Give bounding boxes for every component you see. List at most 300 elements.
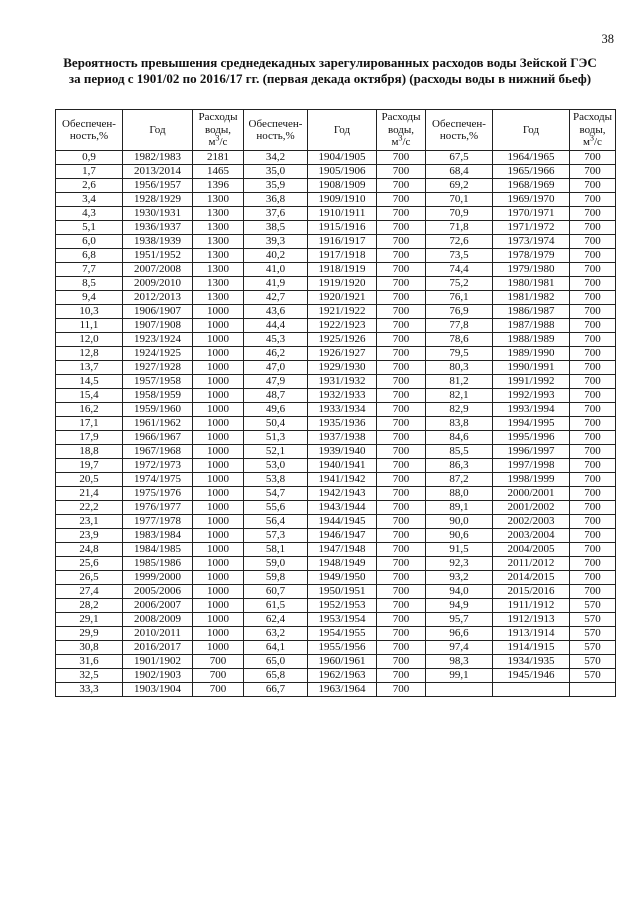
cell-flow-3: 700 — [570, 585, 616, 599]
cell-flow-3: 700 — [570, 571, 616, 585]
cell-flow-1: 1000 — [193, 431, 244, 445]
cell-flow-2: 700 — [377, 361, 426, 375]
cell-flow-2: 700 — [377, 165, 426, 179]
cell-year-3: 2001/2002 — [493, 501, 570, 515]
cell-year-3: 1971/1972 — [493, 221, 570, 235]
cell-probability-2: 49,6 — [244, 403, 308, 417]
cell-flow-3: 570 — [570, 669, 616, 683]
cell-probability-2: 56,4 — [244, 515, 308, 529]
cell-probability-3: 76,1 — [426, 291, 493, 305]
cell-flow-2: 700 — [377, 669, 426, 683]
cell-probability-2: 58,1 — [244, 543, 308, 557]
cell-probability-2: 40,2 — [244, 249, 308, 263]
cell-probability-1: 23,1 — [56, 515, 123, 529]
cell-flow-3: 700 — [570, 263, 616, 277]
table-row — [56, 347, 616, 361]
cell-year-3 — [493, 683, 570, 697]
cell-probability-2: 53,0 — [244, 459, 308, 473]
cell-probability-1: 14,5 — [56, 375, 123, 389]
title-line-1: Вероятность превышения среднедекадных зарегулированных расходов воды Зейской ГЭС — [63, 55, 597, 70]
cell-flow-2: 700 — [377, 263, 426, 277]
cell-probability-2: 44,4 — [244, 319, 308, 333]
cell-year-3: 1988/1989 — [493, 333, 570, 347]
cell-year-2: 1935/1936 — [308, 417, 377, 431]
cell-probability-2: 45,3 — [244, 333, 308, 347]
cell-flow-1: 1000 — [193, 501, 244, 515]
table-row — [56, 263, 616, 277]
cell-year-2: 1916/1917 — [308, 235, 377, 249]
cell-flow-3: 700 — [570, 557, 616, 571]
cell-probability-3: 95,7 — [426, 613, 493, 627]
cell-year-1: 1982/1983 — [123, 151, 193, 165]
cell-flow-2: 700 — [377, 655, 426, 669]
cell-probability-1: 22,2 — [56, 501, 123, 515]
table-row — [56, 515, 616, 529]
table-row — [56, 529, 616, 543]
cell-probability-1: 25,6 — [56, 557, 123, 571]
cell-probability-1: 29,1 — [56, 613, 123, 627]
cell-probability-2: 34,2 — [244, 151, 308, 165]
cell-probability-2: 65,8 — [244, 669, 308, 683]
cell-year-1: 1959/1960 — [123, 403, 193, 417]
cell-year-2: 1925/1926 — [308, 333, 377, 347]
cell-flow-1: 1300 — [193, 291, 244, 305]
cell-probability-3: 75,2 — [426, 277, 493, 291]
cell-flow-3: 700 — [570, 249, 616, 263]
cell-year-2: 1942/1943 — [308, 487, 377, 501]
cell-flow-3: 700 — [570, 403, 616, 417]
cell-probability-3: 82,9 — [426, 403, 493, 417]
cell-flow-3: 700 — [570, 417, 616, 431]
cell-year-1: 1930/1931 — [123, 207, 193, 221]
cell-year-1: 2007/2008 — [123, 263, 193, 277]
table-row — [56, 627, 616, 641]
cell-year-3: 1913/1914 — [493, 627, 570, 641]
cell-year-1: 2009/2010 — [123, 277, 193, 291]
cell-flow-1: 1000 — [193, 585, 244, 599]
table-row — [56, 151, 616, 165]
cell-year-3: 2011/2012 — [493, 557, 570, 571]
cell-year-1: 1927/1928 — [123, 361, 193, 375]
cell-flow-2: 700 — [377, 417, 426, 431]
cell-year-3: 1912/1913 — [493, 613, 570, 627]
cell-year-1: 2013/2014 — [123, 165, 193, 179]
cell-probability-2: 51,3 — [244, 431, 308, 445]
cell-year-1: 1975/1976 — [123, 487, 193, 501]
table-row — [56, 445, 616, 459]
table-row — [56, 193, 616, 207]
cell-year-2: 1962/1963 — [308, 669, 377, 683]
cell-year-1: 1985/1986 — [123, 557, 193, 571]
cell-flow-2: 700 — [377, 179, 426, 193]
table-row — [56, 487, 616, 501]
cell-probability-1: 17,9 — [56, 431, 123, 445]
cell-probability-3 — [426, 683, 493, 697]
cell-probability-3: 81,2 — [426, 375, 493, 389]
cell-probability-2: 39,3 — [244, 235, 308, 249]
cell-probability-3: 96,6 — [426, 627, 493, 641]
cell-flow-2: 700 — [377, 305, 426, 319]
table-row — [56, 165, 616, 179]
cell-flow-3: 700 — [570, 151, 616, 165]
cell-year-2: 1939/1940 — [308, 445, 377, 459]
cell-year-1: 1956/1957 — [123, 179, 193, 193]
cell-year-2: 1921/1922 — [308, 305, 377, 319]
cell-probability-1: 10,3 — [56, 305, 123, 319]
table-row — [56, 249, 616, 263]
cell-year-3: 1996/1997 — [493, 445, 570, 459]
cell-flow-1: 1000 — [193, 389, 244, 403]
cell-probability-3: 68,4 — [426, 165, 493, 179]
cell-probability-3: 93,2 — [426, 571, 493, 585]
cell-year-3: 1968/1969 — [493, 179, 570, 193]
cell-flow-3: 700 — [570, 515, 616, 529]
cell-year-1: 1977/1978 — [123, 515, 193, 529]
cell-year-3: 1980/1981 — [493, 277, 570, 291]
cell-probability-3: 90,6 — [426, 529, 493, 543]
cell-year-1: 2010/2011 — [123, 627, 193, 641]
cell-probability-2: 35,0 — [244, 165, 308, 179]
cell-probability-1: 31,6 — [56, 655, 123, 669]
cell-probability-3: 79,5 — [426, 347, 493, 361]
cell-probability-2: 59,8 — [244, 571, 308, 585]
cell-flow-3: 570 — [570, 599, 616, 613]
cell-flow-1: 1300 — [193, 263, 244, 277]
cell-probability-1: 30,8 — [56, 641, 123, 655]
cell-flow-3: 700 — [570, 347, 616, 361]
cell-probability-3: 92,3 — [426, 557, 493, 571]
cell-year-1: 1951/1952 — [123, 249, 193, 263]
header-flow-1: Расходы воды, $м^3/с$ — [193, 110, 244, 151]
cell-year-1: 1999/2000 — [123, 571, 193, 585]
cell-year-2: 1943/1944 — [308, 501, 377, 515]
document-title — [40, 55, 620, 87]
cell-probability-3: 67,5 — [426, 151, 493, 165]
cell-year-1: 1936/1937 — [123, 221, 193, 235]
cell-year-3: 2004/2005 — [493, 543, 570, 557]
table-row — [56, 291, 616, 305]
cell-year-2: 1915/1916 — [308, 221, 377, 235]
cell-flow-3: 700 — [570, 361, 616, 375]
cell-flow-3: 570 — [570, 613, 616, 627]
cell-year-1: 2012/2013 — [123, 291, 193, 305]
header-year-3: Год — [493, 110, 570, 151]
cell-flow-2: 700 — [377, 319, 426, 333]
cell-flow-3: 570 — [570, 627, 616, 641]
cell-probability-1: 2,6 — [56, 179, 123, 193]
cell-probability-2: 60,7 — [244, 585, 308, 599]
cell-year-2: 1940/1941 — [308, 459, 377, 473]
cell-probability-3: 84,6 — [426, 431, 493, 445]
cell-flow-1: 1300 — [193, 221, 244, 235]
cell-year-3: 1914/1915 — [493, 641, 570, 655]
table-row — [56, 431, 616, 445]
cell-year-3: 1992/1993 — [493, 389, 570, 403]
cell-probability-1: 27,4 — [56, 585, 123, 599]
cell-probability-1: 7,7 — [56, 263, 123, 277]
cell-year-2: 1953/1954 — [308, 613, 377, 627]
table-row — [56, 473, 616, 487]
cell-probability-2: 61,5 — [244, 599, 308, 613]
cell-year-3: 2015/2016 — [493, 585, 570, 599]
cell-flow-3: 700 — [570, 235, 616, 249]
cell-probability-1: 23,9 — [56, 529, 123, 543]
cell-flow-2: 700 — [377, 445, 426, 459]
cell-flow-1: 1000 — [193, 529, 244, 543]
cell-probability-2: 65,0 — [244, 655, 308, 669]
cell-probability-2: 66,7 — [244, 683, 308, 697]
cell-year-2: 1931/1932 — [308, 375, 377, 389]
cell-probability-3: 97,4 — [426, 641, 493, 655]
cell-flow-1: 1000 — [193, 557, 244, 571]
cell-flow-2: 700 — [377, 151, 426, 165]
cell-flow-3: 700 — [570, 487, 616, 501]
cell-year-3: 1998/1999 — [493, 473, 570, 487]
cell-year-1: 1974/1975 — [123, 473, 193, 487]
cell-probability-3: 91,5 — [426, 543, 493, 557]
cell-year-2: 1910/1911 — [308, 207, 377, 221]
cell-flow-2: 700 — [377, 347, 426, 361]
cell-year-1: 1923/1924 — [123, 333, 193, 347]
cell-year-1: 1901/1902 — [123, 655, 193, 669]
cell-flow-1: 1000 — [193, 361, 244, 375]
cell-year-3: 1978/1979 — [493, 249, 570, 263]
cell-flow-2: 700 — [377, 585, 426, 599]
cell-year-2: 1908/1909 — [308, 179, 377, 193]
cell-flow-1: 1000 — [193, 613, 244, 627]
title-line-2: за период с 1901/02 по 2016/17 гг. (первая декада октября) (расходы воды в нижний бьеф) — [68, 71, 592, 86]
cell-probability-3: 78,6 — [426, 333, 493, 347]
header-year-1: Год — [123, 110, 193, 151]
cell-year-2: 1955/1956 — [308, 641, 377, 655]
cell-probability-2: 43,6 — [244, 305, 308, 319]
cell-flow-3: 700 — [570, 543, 616, 557]
cell-probability-3: 88,0 — [426, 487, 493, 501]
cell-probability-2: 57,3 — [244, 529, 308, 543]
table-row — [56, 669, 616, 683]
cell-probability-2: 55,6 — [244, 501, 308, 515]
cell-probability-1: 29,9 — [56, 627, 123, 641]
cell-flow-2: 700 — [377, 501, 426, 515]
header-probability-1: Обеспечен- ность,% — [56, 110, 123, 151]
cell-probability-3: 98,3 — [426, 655, 493, 669]
cell-flow-1: 1000 — [193, 305, 244, 319]
cell-flow-2: 700 — [377, 627, 426, 641]
cell-year-3: 1970/1971 — [493, 207, 570, 221]
table-row — [56, 333, 616, 347]
cell-flow-1: 1000 — [193, 347, 244, 361]
cell-flow-2: 700 — [377, 333, 426, 347]
cell-probability-3: 72,6 — [426, 235, 493, 249]
cell-flow-3: 700 — [570, 165, 616, 179]
cell-year-1: 1928/1929 — [123, 193, 193, 207]
cell-year-1: 2005/2006 — [123, 585, 193, 599]
cell-flow-2: 700 — [377, 403, 426, 417]
cell-year-3: 1979/1980 — [493, 263, 570, 277]
cell-flow-1: 1300 — [193, 249, 244, 263]
cell-flow-1: 1000 — [193, 543, 244, 557]
cell-probability-2: 59,0 — [244, 557, 308, 571]
cell-probability-1: 0,9 — [56, 151, 123, 165]
cell-flow-2: 700 — [377, 193, 426, 207]
cell-year-3: 1911/1912 — [493, 599, 570, 613]
table-row — [56, 389, 616, 403]
table-row — [56, 207, 616, 221]
cell-flow-3: 700 — [570, 179, 616, 193]
cell-flow-2: 700 — [377, 375, 426, 389]
cell-year-1: 1967/1968 — [123, 445, 193, 459]
cell-year-3: 2000/2001 — [493, 487, 570, 501]
cell-year-3: 1987/1988 — [493, 319, 570, 333]
table-row — [56, 417, 616, 431]
cell-flow-1: 1300 — [193, 235, 244, 249]
table-row — [56, 361, 616, 375]
cell-probability-1: 32,5 — [56, 669, 123, 683]
cell-probability-1: 33,3 — [56, 683, 123, 697]
cell-probability-1: 26,5 — [56, 571, 123, 585]
cell-year-2: 1950/1951 — [308, 585, 377, 599]
cell-flow-1: 1465 — [193, 165, 244, 179]
cell-year-3: 1969/1970 — [493, 193, 570, 207]
cell-flow-2: 700 — [377, 389, 426, 403]
cell-flow-3: 700 — [570, 375, 616, 389]
cell-probability-2: 54,7 — [244, 487, 308, 501]
cell-year-3: 1981/1982 — [493, 291, 570, 305]
header-flow-3: Расходы воды, $м^3/с$ — [570, 110, 616, 151]
cell-year-1: 2016/2017 — [123, 641, 193, 655]
cell-year-1: 2006/2007 — [123, 599, 193, 613]
cell-probability-3: 82,1 — [426, 389, 493, 403]
cell-year-2: 1926/1927 — [308, 347, 377, 361]
cell-probability-3: 99,1 — [426, 669, 493, 683]
cell-flow-2: 700 — [377, 599, 426, 613]
cell-flow-3: 700 — [570, 291, 616, 305]
table-row — [56, 683, 616, 697]
table-row — [56, 557, 616, 571]
table-row — [56, 235, 616, 249]
cell-flow-2: 700 — [377, 543, 426, 557]
cell-flow-2: 700 — [377, 291, 426, 305]
table-row — [56, 501, 616, 515]
cell-probability-2: 52,1 — [244, 445, 308, 459]
cell-probability-3: 83,8 — [426, 417, 493, 431]
cell-year-1: 1938/1939 — [123, 235, 193, 249]
cell-year-2: 1919/1920 — [308, 277, 377, 291]
cell-flow-2: 700 — [377, 221, 426, 235]
cell-probability-1: 3,4 — [56, 193, 123, 207]
cell-probability-3: 80,3 — [426, 361, 493, 375]
cell-year-2: 1920/1921 — [308, 291, 377, 305]
cell-probability-3: 94,9 — [426, 599, 493, 613]
cell-year-1: 1983/1984 — [123, 529, 193, 543]
cell-year-1: 1924/1925 — [123, 347, 193, 361]
table-row — [56, 403, 616, 417]
cell-flow-3: 700 — [570, 501, 616, 515]
cell-flow-1: 1300 — [193, 277, 244, 291]
cell-probability-1: 17,1 — [56, 417, 123, 431]
cell-flow-3 — [570, 683, 616, 697]
cell-year-3: 1989/1990 — [493, 347, 570, 361]
header-year-2: Год — [308, 110, 377, 151]
header-probability-3: Обеспечен- ность,% — [426, 110, 493, 151]
header-probability-2: Обеспечен- ность,% — [244, 110, 308, 151]
cell-year-2: 1948/1949 — [308, 557, 377, 571]
probability-table — [55, 109, 616, 697]
cell-flow-2: 700 — [377, 249, 426, 263]
cell-year-2: 1963/1964 — [308, 683, 377, 697]
cell-year-1: 1906/1907 — [123, 305, 193, 319]
cell-probability-2: 36,8 — [244, 193, 308, 207]
cell-year-1: 1972/1973 — [123, 459, 193, 473]
cell-flow-3: 570 — [570, 655, 616, 669]
cell-probability-2: 35,9 — [244, 179, 308, 193]
header-flow-2: Расходы воды, $м^3/с$ — [377, 110, 426, 151]
cell-probability-1: 20,5 — [56, 473, 123, 487]
cell-probability-2: 50,4 — [244, 417, 308, 431]
cell-probability-3: 87,2 — [426, 473, 493, 487]
cell-year-2: 1933/1934 — [308, 403, 377, 417]
cell-year-2: 1932/1933 — [308, 389, 377, 403]
cell-flow-2: 700 — [377, 571, 426, 585]
cell-flow-3: 700 — [570, 305, 616, 319]
table-row — [56, 179, 616, 193]
cell-probability-2: 46,2 — [244, 347, 308, 361]
cell-flow-2: 700 — [377, 557, 426, 571]
cell-probability-1: 8,5 — [56, 277, 123, 291]
cell-probability-2: 48,7 — [244, 389, 308, 403]
cell-probability-3: 85,5 — [426, 445, 493, 459]
cell-flow-2: 700 — [377, 641, 426, 655]
cell-year-3: 1993/1994 — [493, 403, 570, 417]
cell-probability-2: 37,6 — [244, 207, 308, 221]
cell-probability-2: 53,8 — [244, 473, 308, 487]
table-row — [56, 613, 616, 627]
table-row — [56, 221, 616, 235]
table-row — [56, 277, 616, 291]
cell-year-1: 1903/1904 — [123, 683, 193, 697]
cell-year-2: 1917/1918 — [308, 249, 377, 263]
header-row — [56, 110, 616, 151]
cell-year-2: 1946/1947 — [308, 529, 377, 543]
cell-probability-1: 16,2 — [56, 403, 123, 417]
table-row — [56, 319, 616, 333]
cell-flow-3: 700 — [570, 319, 616, 333]
cell-year-2: 1960/1961 — [308, 655, 377, 669]
cell-flow-1: 1300 — [193, 193, 244, 207]
cell-flow-1: 1000 — [193, 599, 244, 613]
cell-flow-1: 700 — [193, 655, 244, 669]
cell-probability-3: 69,2 — [426, 179, 493, 193]
cell-flow-1: 700 — [193, 669, 244, 683]
cell-year-1: 1984/1985 — [123, 543, 193, 557]
table-row — [56, 543, 616, 557]
cell-probability-3: 90,0 — [426, 515, 493, 529]
cell-year-1: 2008/2009 — [123, 613, 193, 627]
cell-year-1: 1957/1958 — [123, 375, 193, 389]
table-row — [56, 459, 616, 473]
cell-flow-1: 2181 — [193, 151, 244, 165]
cell-year-2: 1952/1953 — [308, 599, 377, 613]
cell-probability-3: 70,9 — [426, 207, 493, 221]
cell-flow-2: 700 — [377, 683, 426, 697]
cell-probability-3: 94,0 — [426, 585, 493, 599]
table-row — [56, 305, 616, 319]
cell-probability-2: 41,9 — [244, 277, 308, 291]
cell-flow-1: 1000 — [193, 641, 244, 655]
cell-probability-2: 47,0 — [244, 361, 308, 375]
cell-flow-2: 700 — [377, 207, 426, 221]
cell-flow-3: 700 — [570, 207, 616, 221]
